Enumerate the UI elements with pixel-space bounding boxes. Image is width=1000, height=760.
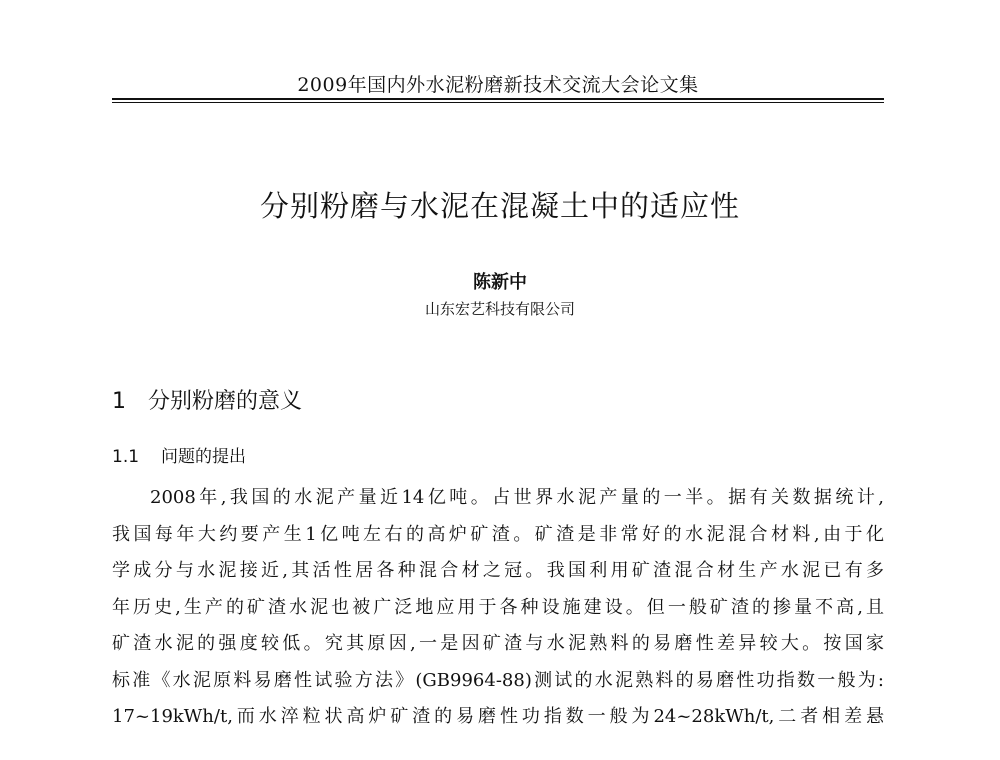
header-rule <box>112 98 884 103</box>
author-affiliation: 山东宏艺科技有限公司 <box>424 300 575 318</box>
paragraph-line: 17~19kWh/t,而水淬粒状高炉矿渣的易磨性功指数一般为24~28kWh/t,二者相差悬 <box>112 706 884 727</box>
paragraph-line: 年历史,生产的矿渣水泥也被广泛地应用于各种设施建设。但一般矿渣的掺量不高,且 <box>112 596 884 618</box>
body-paragraph <box>112 480 884 736</box>
author-name: 陈新中 <box>473 272 527 293</box>
section-heading <box>112 384 302 415</box>
section-number: 1 <box>112 389 126 414</box>
section-title: 分别粉磨的意义 <box>148 389 303 414</box>
subsection-heading <box>112 442 246 467</box>
subsection-title: 问题的提出 <box>161 447 247 467</box>
paragraph-line: 矿渣水泥的强度较低。究其原因,一是因矿渣与水泥熟料的易磨性差异较大。按国家 <box>112 633 884 654</box>
paragraph-line: 我国每年大约要产生1亿吨左右的高炉矿渣。矿渣是非常好的水泥混合材料,由于化 <box>112 523 884 545</box>
running-header: 2009年国内外水泥粉磨新技术交流大会论文集 <box>297 74 699 96</box>
paragraph-line: 学成分与水泥接近,其活性居各种混合材之冠。我国利用矿渣混合材生产水泥已有多 <box>112 560 884 581</box>
paragraph-line: 标准《水泥原料易磨性试验方法》(GB9964-88)测试的水泥熟料的易磨性功指数一般为: <box>112 669 884 691</box>
paragraph-line: 2008年,我国的水泥产量近14亿吨。占世界水泥产量的一半。据有关数据统计, <box>150 487 884 508</box>
subsection-number: 1.1 <box>112 447 140 467</box>
paper-title: 分别粉磨与水泥在混凝土中的适应性 <box>259 189 740 223</box>
